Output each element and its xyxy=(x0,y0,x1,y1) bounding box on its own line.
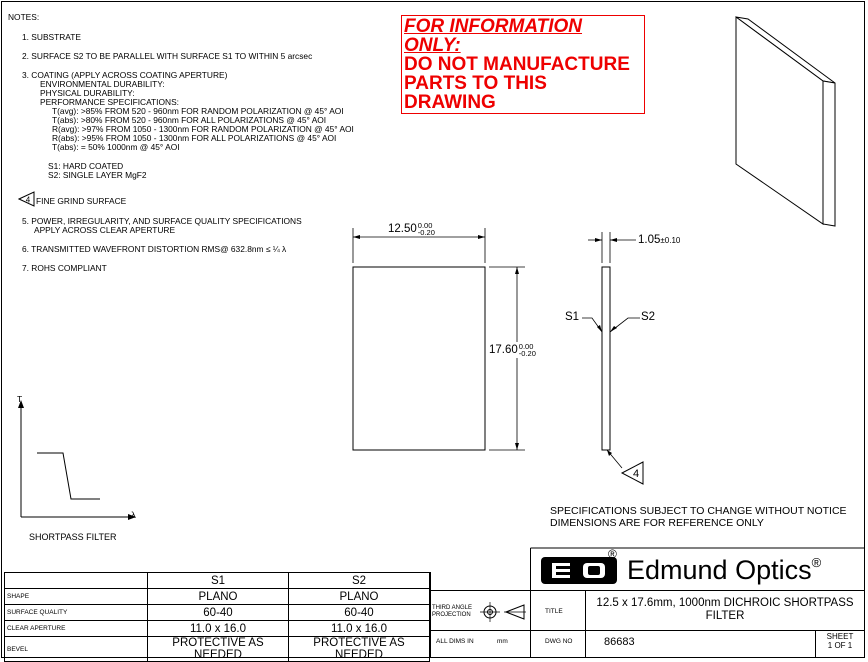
row-s2: PROTECTIVE AS NEEDED xyxy=(289,637,430,662)
row-s2: 11.0 x 16.0 xyxy=(289,621,430,637)
note-3-env: ENVIRONMENTAL DURABILITY: xyxy=(40,79,165,89)
height-value: 17.60 xyxy=(489,344,518,357)
note-2: 2. SURFACE S2 TO BE PARALLEL WITH SURFACE S1 TO WITHIN 5 arcsec xyxy=(22,51,313,61)
note-3-s2: S2: SINGLE LAYER MgF2 xyxy=(48,170,147,180)
thickness-tol: ±0.10 xyxy=(660,236,681,245)
row-s2: PLANO xyxy=(289,589,430,605)
s1-label: S1 xyxy=(565,311,580,323)
graph-y-label: T xyxy=(17,394,23,404)
graph-x-label: λ xyxy=(131,510,136,521)
note-3-phys: PHYSICAL DURABILITY: xyxy=(40,88,135,98)
spec-note-line-2: DIMENSIONS ARE FOR REFERENCE ONLY xyxy=(550,517,764,529)
note-5: 5. POWER, IRREGULARITY, AND SURFACE QUALITY SPECIFICATIONS xyxy=(22,216,302,226)
dwg-number: 86683 xyxy=(604,636,635,648)
row-s1: PLANO xyxy=(148,589,289,605)
height-tol-upper: 0.00 xyxy=(518,342,534,351)
note-3-s1: S1: HARD COATED xyxy=(48,161,124,171)
drawing-title: 12.5 x 17.6mm, 1000nm DICHROIC SHORTPASS FILTER xyxy=(596,597,854,622)
table-header-cell: S2 xyxy=(289,573,430,589)
sheet-label: SHEET xyxy=(826,632,854,641)
row-label: CLEAR APERTURE xyxy=(5,621,148,637)
dims-label: ALL DIMS IN xyxy=(436,638,474,645)
row-label: BEVEL xyxy=(5,637,148,662)
company-name: Edmund Optics® xyxy=(627,555,822,585)
note-1: 1. SUBSTRATE xyxy=(22,32,81,42)
dwg-label: DWG NO xyxy=(545,638,573,645)
note-3-spec-5: T(abs): = 50% 1000nm @ 45° AOI xyxy=(52,142,180,152)
row-s2: 60-40 xyxy=(289,605,430,621)
company-logo xyxy=(540,547,620,592)
note-3: 3. COATING (APPLY ACROSS COATING APERTURE) xyxy=(22,70,228,80)
row-label: SHAPE xyxy=(5,589,148,605)
sheet-value: 1 OF 1 xyxy=(827,641,853,650)
disclaimer-line-1: FOR INFORMATION ONLY: xyxy=(404,16,583,56)
row-s1: PROTECTIVE AS NEEDED xyxy=(148,637,289,662)
width-tol-upper: 0.00 xyxy=(417,221,433,230)
projection-label: THIRD ANGLE PROJECTION xyxy=(432,605,473,618)
disclaimer-line-3: PARTS TO THIS DRAWING xyxy=(404,73,547,113)
s2-label: S2 xyxy=(641,311,656,323)
note-3-perf: PERFORMANCE SPECIFICATIONS: xyxy=(40,97,179,107)
row-s1: 11.0 x 16.0 xyxy=(148,621,289,637)
width-value: 12.50 xyxy=(388,223,417,236)
note-3-spec-4: R(abs): >95% FROM 1050 - 1300nm FOR ALL POLARIZATIONS @ 45° AOI xyxy=(52,133,337,143)
note-3-spec-1: T(avg): >85% FROM 520 - 960nm FOR RANDOM POLARIZATION @ 45° AOI xyxy=(52,106,344,116)
disclaimer-line-2: DO NOT MANUFACTURE xyxy=(404,54,630,75)
note-4-number: 4 xyxy=(25,195,31,205)
note-5-cont: APPLY ACROSS CLEAR APERTURE xyxy=(34,225,176,235)
height-tol-lower: -0.20 xyxy=(518,349,536,358)
sheet-cell xyxy=(818,632,862,650)
note-6: 6. TRANSMITTED WAVEFRONT DISTORTION RMS@ 632.8nm ≤ ¼ λ xyxy=(22,244,287,254)
thickness-value: 1.05 xyxy=(638,234,661,246)
note-3-spec-3: R(avg): >97% FROM 1050 - 1300nm FOR RANDOM POLARIZATION @ 45° AOI xyxy=(52,124,354,134)
note-7: 7. ROHS COMPLIANT xyxy=(22,263,107,273)
spec-note-line-1: SPECIFICATIONS SUBJECT TO CHANGE WITHOUT NOTICE xyxy=(550,505,847,517)
width-tol-lower: -0.20 xyxy=(417,228,435,237)
table-header-cell: S1 xyxy=(148,573,289,589)
row-label: SURFACE QUALITY xyxy=(5,605,148,621)
dims-unit: mm xyxy=(497,638,508,645)
notes-heading: NOTES: xyxy=(8,12,40,22)
callout-4-number: 4 xyxy=(632,468,640,480)
third-angle-projection-icon xyxy=(478,600,528,624)
note-3-spec-2: T(abs): >80% FROM 520 - 960nm FOR ALL POLARIZATIONS @ 45° AOI xyxy=(52,115,327,125)
logo-mark-text: EO xyxy=(542,551,544,552)
note-4: FINE GRIND SURFACE xyxy=(36,196,127,206)
graph-caption: SHORTPASS FILTER xyxy=(29,532,117,542)
logo-registered: ® xyxy=(608,547,617,561)
row-s1: 60-40 xyxy=(148,605,289,621)
title-label: TITLE xyxy=(545,608,563,615)
